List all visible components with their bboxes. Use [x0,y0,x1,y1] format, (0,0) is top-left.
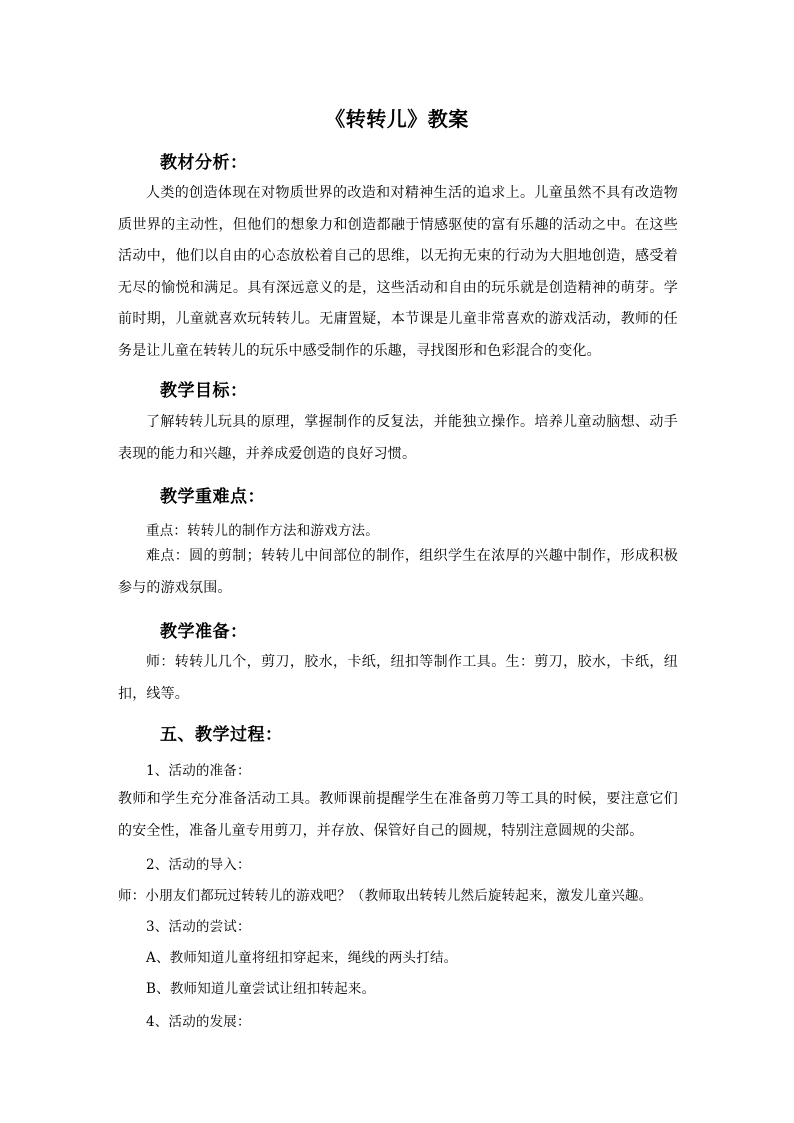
heading-key-points: 教学重难点： [160,487,265,507]
step-3-label: 3、活动的尝试： [146,919,251,935]
step-1-label: 1、活动的准备： [146,763,251,779]
heading-process: 五、教学过程： [160,725,283,745]
paragraph-goals: 了解转转儿玩具的原理，掌握制作的反复法，并能独立操作。培养儿童动脑想、动手表现的能力和兴趣，并养成爱创造的良好习惯。 [118,414,678,462]
heading-preparation: 教学准备： [160,622,248,642]
step-4-label: 4、活动的发展： [146,1014,251,1030]
paragraph-preparation: 师：转转儿几个，剪刀，胶水，卡纸，纽扣等制作工具。生：剪刀，胶水，卡纸，纽扣，线等。 [118,654,678,702]
step-2-label: 2、活动的导入： [146,857,251,873]
heading-analysis: 教材分析： [160,153,248,173]
document-title: 《转转儿》教案 [325,107,469,131]
heading-goals: 教学目标： [160,381,248,401]
text-key-point: 重点：转转儿的制作方法和游戏方法。 [146,523,379,539]
step-3-item-a: A、教师知道儿童将纽扣穿起来，绳线的两头打结。 [146,950,458,966]
step-2-body: 师：小朋友们都玩过转转儿的游戏吧？（教师取出转转儿然后旋转起来，激发儿童兴趣。 [118,888,653,904]
paragraph-analysis: 人类的创造体现在对物质世界的改造和对精神生活的追求上。儿童虽然不具有改造物质世界的主动性，但他们的想象力和创造都融于情感驱使的富有乐趣的活动之中。在这些活动中，他们以自由的心态放松着自己的思维，以无拘无束的行动为大胆地创造，感受着无尽的愉悦和满足。具有深远意义的是，这些活动和自由的玩乐就是创造精神的萌芽。学前时期，儿童就喜欢玩转转儿。无庸置疑，本节课是儿童非常喜欢的游戏活动，教师的任务是让儿童在转转儿的玩乐中感受制作的乐趣，寻找图形和色彩混合的变化。 [118,185,678,359]
step-1-body: 教师和学生充分准备活动工具。教师课前提醒学生在准备剪刀等工具的时候，要注意它们的安全性，准备儿童专用剪刀，并存放、保管好自己的圆规，特别注意圆规的尖部。 [118,791,678,839]
paragraph-difficulty: 难点：圆的剪制；转转儿中间部位的制作，组织学生在浓厚的兴趣中制作，形成积极参与的游戏氛围。 [118,548,678,596]
step-3-item-b: B、教师知道儿童尝试让纽扣转起来。 [146,981,376,997]
